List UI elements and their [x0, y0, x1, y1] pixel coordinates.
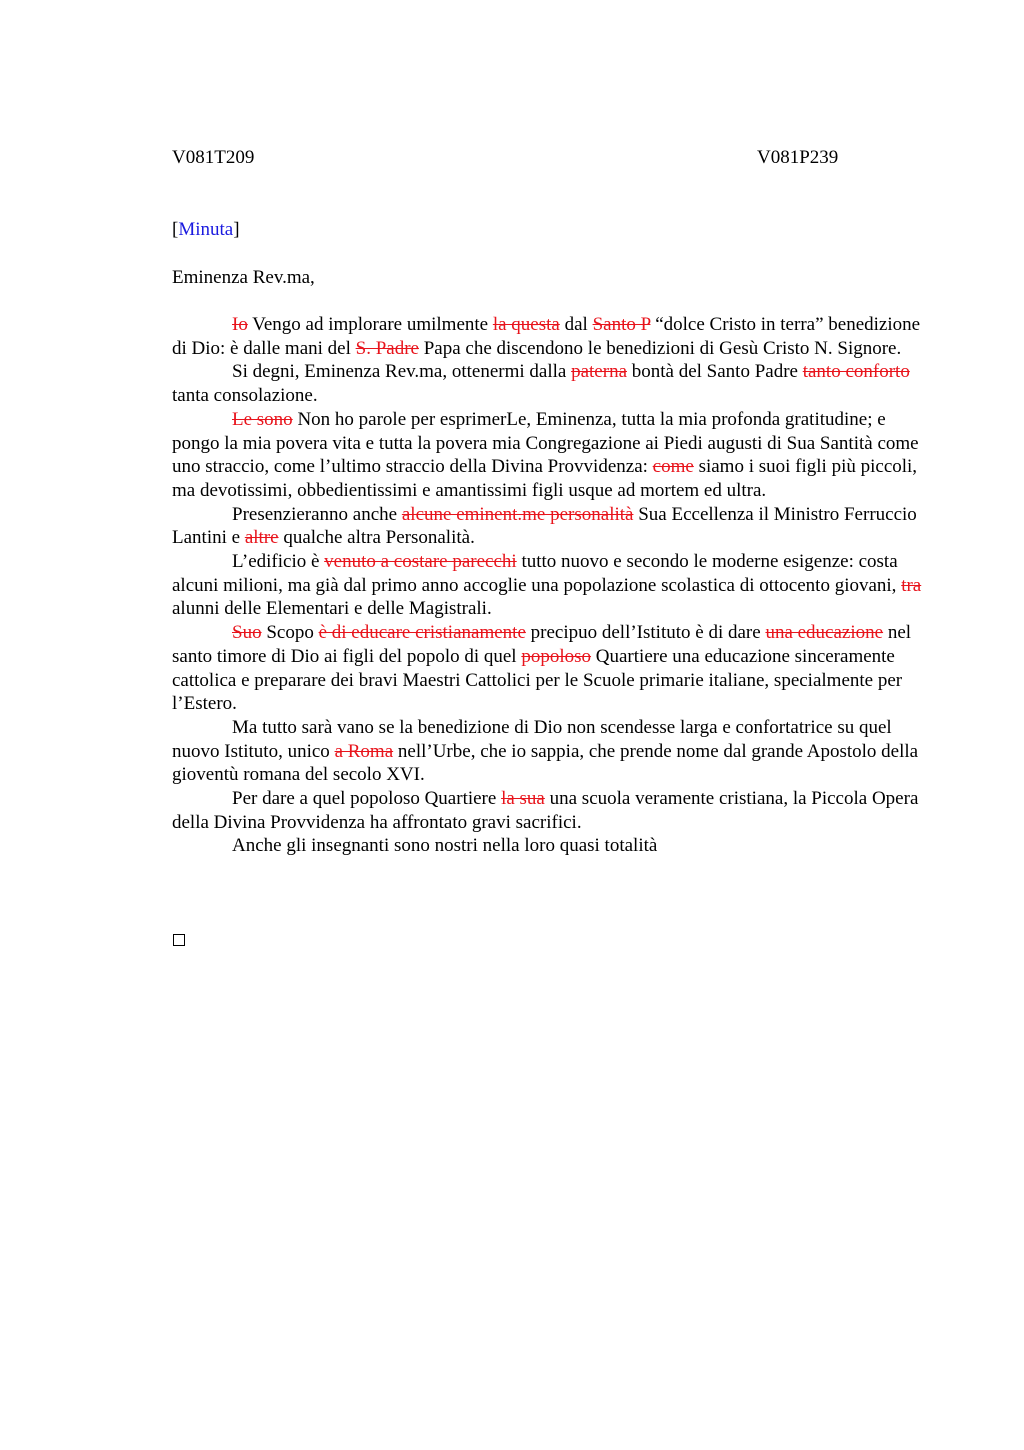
deleted-text: popoloso [521, 645, 592, 667]
paragraph-text: Si degni, Eminenza Rev.ma, ottenermi dalla [232, 361, 572, 383]
letter-paragraph [172, 313, 932, 360]
deleted-text: alcune eminent.me personalità [401, 503, 634, 525]
deleted-text: Le sono [232, 408, 293, 430]
letter-paragraph [172, 716, 932, 787]
paragraph-text: “dolce Cristo in terra” benedizione di Dio: è dalle mani del [172, 314, 921, 359]
empty-checkbox-icon [173, 934, 185, 946]
deleted-text: tra [901, 574, 922, 596]
paragraph-text: Scopo [261, 622, 319, 644]
paragraph-text: siamo i suoi figli più piccoli, ma devotissimi, obbedientissimi e amantissimi figli usque ad mortem ed ultra. [172, 456, 918, 501]
deleted-text: venuto a costare parecchi [324, 551, 517, 573]
deleted-text: come [652, 456, 694, 478]
deleted-text: a Roma [334, 740, 394, 762]
letter-paragraph [172, 787, 932, 834]
paragraph-text: precipuo dell’Istituto è di dare [525, 622, 766, 644]
minuta-tag: Minuta [178, 219, 234, 240]
deleted-text: paterna [571, 361, 627, 383]
letter-paragraph [172, 621, 932, 716]
document-code-right: V081P239 [757, 147, 839, 168]
deleted-text: la questa [492, 314, 560, 335]
close-bracket: ] [233, 219, 240, 240]
deleted-text: Santo P [592, 314, 651, 335]
deleted-text: Suo [232, 622, 262, 644]
letter-paragraph [172, 408, 932, 503]
paragraph-text: tutto nuovo e secondo le moderne esigenze: costa alcuni milioni, ma già dal primo anno accoglie una popolazione scolastica di ottocento giovani, [172, 551, 902, 596]
deleted-text: S. Padre [355, 337, 419, 359]
minuta-label [172, 218, 240, 241]
paragraph-text: qualche altra Personalità. [278, 527, 475, 549]
paragraph-text: dal [559, 314, 593, 335]
letter-paragraph [172, 503, 932, 550]
letter-paragraph [172, 360, 932, 407]
paragraph-text: L’edificio è [232, 551, 325, 573]
letter-body [172, 313, 932, 858]
paragraph-text: tanta consolazione. [172, 385, 318, 407]
paragraph-text: Ma tutto sarà vano se la benedizione di Dio non scendesse larga e confortatrice su quel nuovo Istituto, unico [172, 716, 892, 762]
deleted-text: è di educare cristianamente [318, 622, 526, 644]
paragraph-text: Non ho parole per esprimerLe, Eminenza, tutta la mia profonda gratitudine; e pongo la mia povera vita e tutta la povera mia Congregazione ai Piedi augusti di Sua Santità come uno straccio, come l’ultimo straccio della Divina Provvidenza: [172, 408, 919, 478]
deleted-text: una educazione [765, 622, 884, 644]
paragraph-text: bontà del Santo Padre [627, 361, 803, 383]
paragraph-text: Sua Eccellenza il Ministro Ferruccio Lantini e [172, 503, 917, 549]
paragraph-text: Vengo ad implorare umilmente [247, 314, 493, 335]
paragraph-text: nel santo timore di Dio ai figli del popolo di quel [172, 622, 912, 667]
open-bracket: [ [172, 219, 179, 240]
paragraph-text: Anche gli insegnanti sono nostri nella loro quasi totalità [232, 835, 658, 857]
deleted-text: Io [232, 314, 248, 335]
letter-paragraph [172, 834, 932, 858]
paragraph-text: Per dare a quel popoloso Quartiere [232, 788, 502, 810]
letter-paragraph [172, 550, 932, 621]
paragraph-text: nell’Urbe, che io sappia, che prende nome dal grande Apostolo della gioventù romana del secolo XVI. [172, 740, 919, 786]
deleted-text: la sua [501, 788, 545, 810]
document-code-left: V081T209 [172, 147, 255, 168]
deleted-text: tanto conforto [802, 361, 910, 383]
paragraph-text: una scuola veramente cristiana, la Piccola Opera della Divina Provvidenza ha affrontato gravi sacrifici. [172, 788, 919, 833]
deleted-text: altre [244, 527, 279, 549]
paragraph-text: Quartiere una educazione sinceramente cattolica e preparare dei bravi Maestri Cattolici per le Scuole primarie italiane, specialmente per l’Estero. [172, 645, 903, 715]
paragraph-text: Presenzieranno anche [232, 503, 402, 525]
paragraph-text: alunni delle Elementari e delle Magistrali. [172, 598, 492, 620]
paragraph-text: Papa che discendono le benedizioni di Gesù Cristo N. Signore. [418, 337, 902, 359]
salutation: Eminenza Rev.ma, [172, 267, 315, 288]
